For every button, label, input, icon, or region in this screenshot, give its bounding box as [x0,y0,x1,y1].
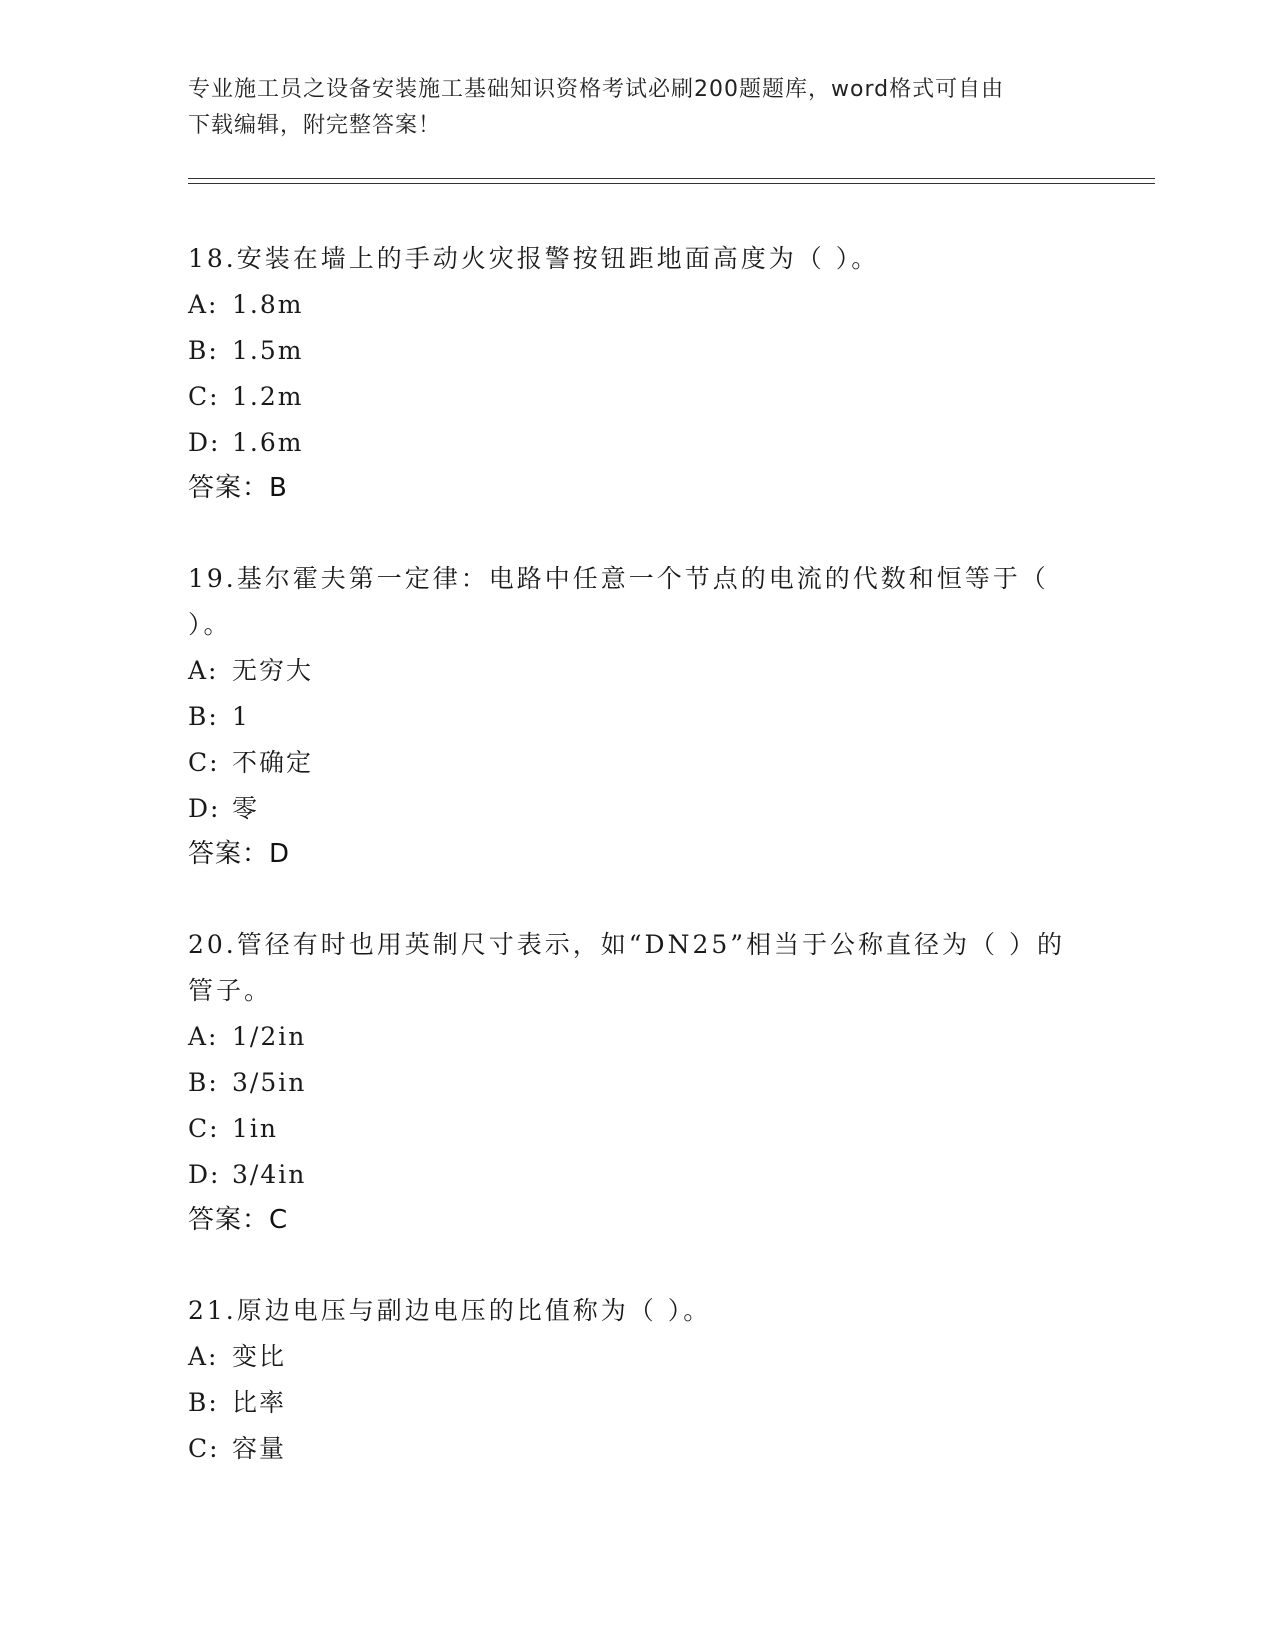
document-header [188,72,1088,144]
option-b [188,328,1088,374]
question-stem: 21.原边电压与副边电压的比值称为（ ）。 [188,1296,712,1325]
option-key: B: [188,702,219,731]
question-stem: 20.管径有时也用英制尺寸表示，如“DN25”相当于公称直径为（ ）的管子。 [188,930,1065,1005]
option-key: D: [188,428,221,457]
question-item [188,556,1088,876]
option-text: 1.2m [232,382,304,411]
question-stem: 18.安装在墙上的手动火灾报警按钮距地面高度为（ ）。 [188,244,880,273]
option-a [188,1014,1088,1060]
option-a [188,282,1088,328]
option-text: 1.5m [232,336,304,365]
option-key: C: [188,1434,220,1463]
option-a [188,1334,1088,1380]
option-key: A: [188,1022,219,1051]
answer-line: 答案：B [188,473,288,503]
option-key: A: [188,656,219,685]
option-text: 3/4in [232,1160,307,1189]
option-text: 1 [232,702,250,731]
question-stem: 19.基尔霍夫第一定律：电路中任意一个节点的电流的代数和恒等于（ ）。 [188,564,1049,639]
option-b [188,694,1088,740]
question-list [188,236,1088,1518]
question-item [188,1288,1088,1472]
option-c [188,1106,1088,1152]
option-text: 容量 [232,1434,287,1463]
answer-line: 答案：D [188,839,291,869]
option-key: A: [188,1342,219,1371]
header-title-line-2: 下载编辑，附完整答案！ [188,113,442,138]
option-key: B: [188,336,219,365]
option-key: A: [188,290,219,319]
option-key: D: [188,794,221,823]
option-key: B: [188,1388,219,1417]
option-text: 1.6m [232,428,304,457]
option-key: C: [188,1114,220,1143]
option-text: 1.8m [232,290,304,319]
option-d [188,786,1088,832]
option-a [188,648,1088,694]
option-c [188,374,1088,420]
header-divider-top [188,178,1155,179]
option-b [188,1380,1088,1426]
option-c [188,740,1088,786]
option-d [188,420,1088,466]
option-d [188,1152,1088,1198]
option-key: B: [188,1068,219,1097]
option-key: D: [188,1160,221,1189]
question-item [188,236,1088,510]
option-text: 变比 [232,1342,287,1371]
option-b [188,1060,1088,1106]
option-text: 1/2in [232,1022,307,1051]
header-divider-bottom [188,183,1155,184]
option-c [188,1426,1088,1472]
question-item [188,922,1088,1242]
header-title-line-1: 专业施工员之设备安装施工基础知识资格考试必刷200题题库，word格式可自由 [188,77,1005,102]
option-text: 不确定 [232,748,314,777]
option-key: C: [188,382,220,411]
option-text: 零 [232,794,260,823]
option-text: 比率 [232,1388,287,1417]
option-text: 3/5in [232,1068,307,1097]
answer-line: 答案：C [188,1205,289,1235]
option-text: 无穷大 [232,656,314,685]
option-text: 1in [232,1114,279,1143]
option-key: C: [188,748,220,777]
